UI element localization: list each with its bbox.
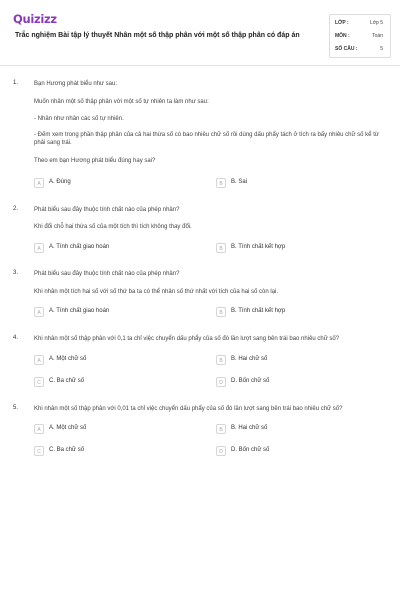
option-text: B. Hai chữ số — [231, 425, 268, 431]
question-line: - Nhân như nhân các số tự nhiên. — [34, 116, 124, 122]
question-line: Khi đổi chỗ hai thừa số của một tích thì tích không thay đổi. — [34, 224, 192, 230]
meta-key: LỚP : — [335, 20, 349, 26]
option-text: A. Đúng — [49, 179, 71, 185]
question-number: 2. — [13, 206, 19, 212]
option-text: A. Tính chất giao hoán — [49, 244, 110, 250]
question-line: Khi nhân một tích hai số với số thứ ba ta có thể nhân số thứ nhất với tích của hai số còn lại. — [34, 289, 279, 295]
option-text: D. Bốn chữ số — [231, 447, 270, 453]
option-text: D. Bốn chữ số — [231, 378, 270, 384]
question-line: Khi nhân một số thập phân với 0,01 ta chỉ việc chuyển dấu phẩy của số đó lần lượt sang bên trái bao nhiêu chữ số? — [34, 406, 343, 412]
header-divider — [0, 65, 400, 66]
question-line: Phát biểu sau đây thuộc tính chất nào của phép nhân? — [34, 271, 180, 277]
question-line: Muốn nhân một số thập phân với một số tự nhiên ta làm như sau: — [34, 99, 209, 105]
question-line: Phát biểu sau đây thuộc tính chất nào của phép nhân? — [34, 207, 180, 213]
question-line: - Đếm xem trong phần thập phân của cả hai thừa số có bao nhiêu chữ số rồi dùng dấu phẩy tách ở tích ra bấy nhiêu chữ số kể từ phải sang trái. — [34, 132, 379, 146]
option-letter-box: D — [216, 377, 226, 387]
option-letter-box: D — [216, 446, 226, 456]
option-letter-box: B — [216, 355, 226, 365]
option-letter-box: B — [216, 178, 226, 188]
option-text: B. Hai chữ số — [231, 356, 268, 362]
option-text: A. Một chữ số — [49, 425, 87, 431]
option-letter-box: A — [34, 178, 44, 188]
meta-row-class — [335, 20, 387, 27]
option-text: A. Một chữ số — [49, 356, 87, 362]
question-number: 1. — [13, 80, 19, 86]
option-letter-box: A — [34, 424, 44, 434]
option-text: B. Sai — [231, 179, 248, 185]
meta-row-subject — [335, 33, 387, 40]
question-line: Bạn Hương phát biểu như sau: — [34, 81, 118, 87]
meta-box — [329, 14, 391, 58]
option-letter-box: C — [34, 446, 44, 456]
option-text: B. Tính chất kết hợp — [231, 244, 286, 250]
question-line: Khi nhân một số thập phân với 0,1 ta chỉ việc chuyển dấu phẩy của số đó lần lượt sang bên trái bao nhiêu chữ số? — [34, 336, 340, 342]
meta-value: 5 — [380, 46, 383, 52]
quizizz-logo: Quizizz — [13, 12, 57, 26]
option-letter-box: A — [34, 307, 44, 317]
option-letter-box: B — [216, 243, 226, 253]
meta-key: MÔN : — [335, 33, 350, 39]
option-text: B. Tính chất kết hợp — [231, 308, 286, 314]
option-text: A. Tính chất giao hoán — [49, 308, 110, 314]
question-line: Theo em bạn Hương phát biểu đúng hay sai? — [34, 158, 156, 164]
question-number: 5. — [13, 405, 19, 411]
meta-value: Lớp 5 — [369, 20, 383, 26]
option-letter-box: B — [216, 424, 226, 434]
meta-value: Toán — [372, 33, 383, 39]
meta-row-count — [335, 46, 387, 53]
worksheet-title: Trắc nghiệm Bài tập lý thuyết Nhân một số thập phân với một số thập phân có đáp án — [15, 32, 300, 39]
option-letter-box: A — [34, 355, 44, 365]
option-text: C. Ba chữ số — [49, 447, 85, 453]
option-text: C. Ba chữ số — [49, 378, 85, 384]
question-number: 3. — [13, 270, 19, 276]
option-letter-box: A — [34, 243, 44, 253]
question-number: 4. — [13, 335, 19, 341]
meta-key: SỐ CÂU : — [335, 46, 358, 52]
option-letter-box: C — [34, 377, 44, 387]
option-letter-box: B — [216, 307, 226, 317]
